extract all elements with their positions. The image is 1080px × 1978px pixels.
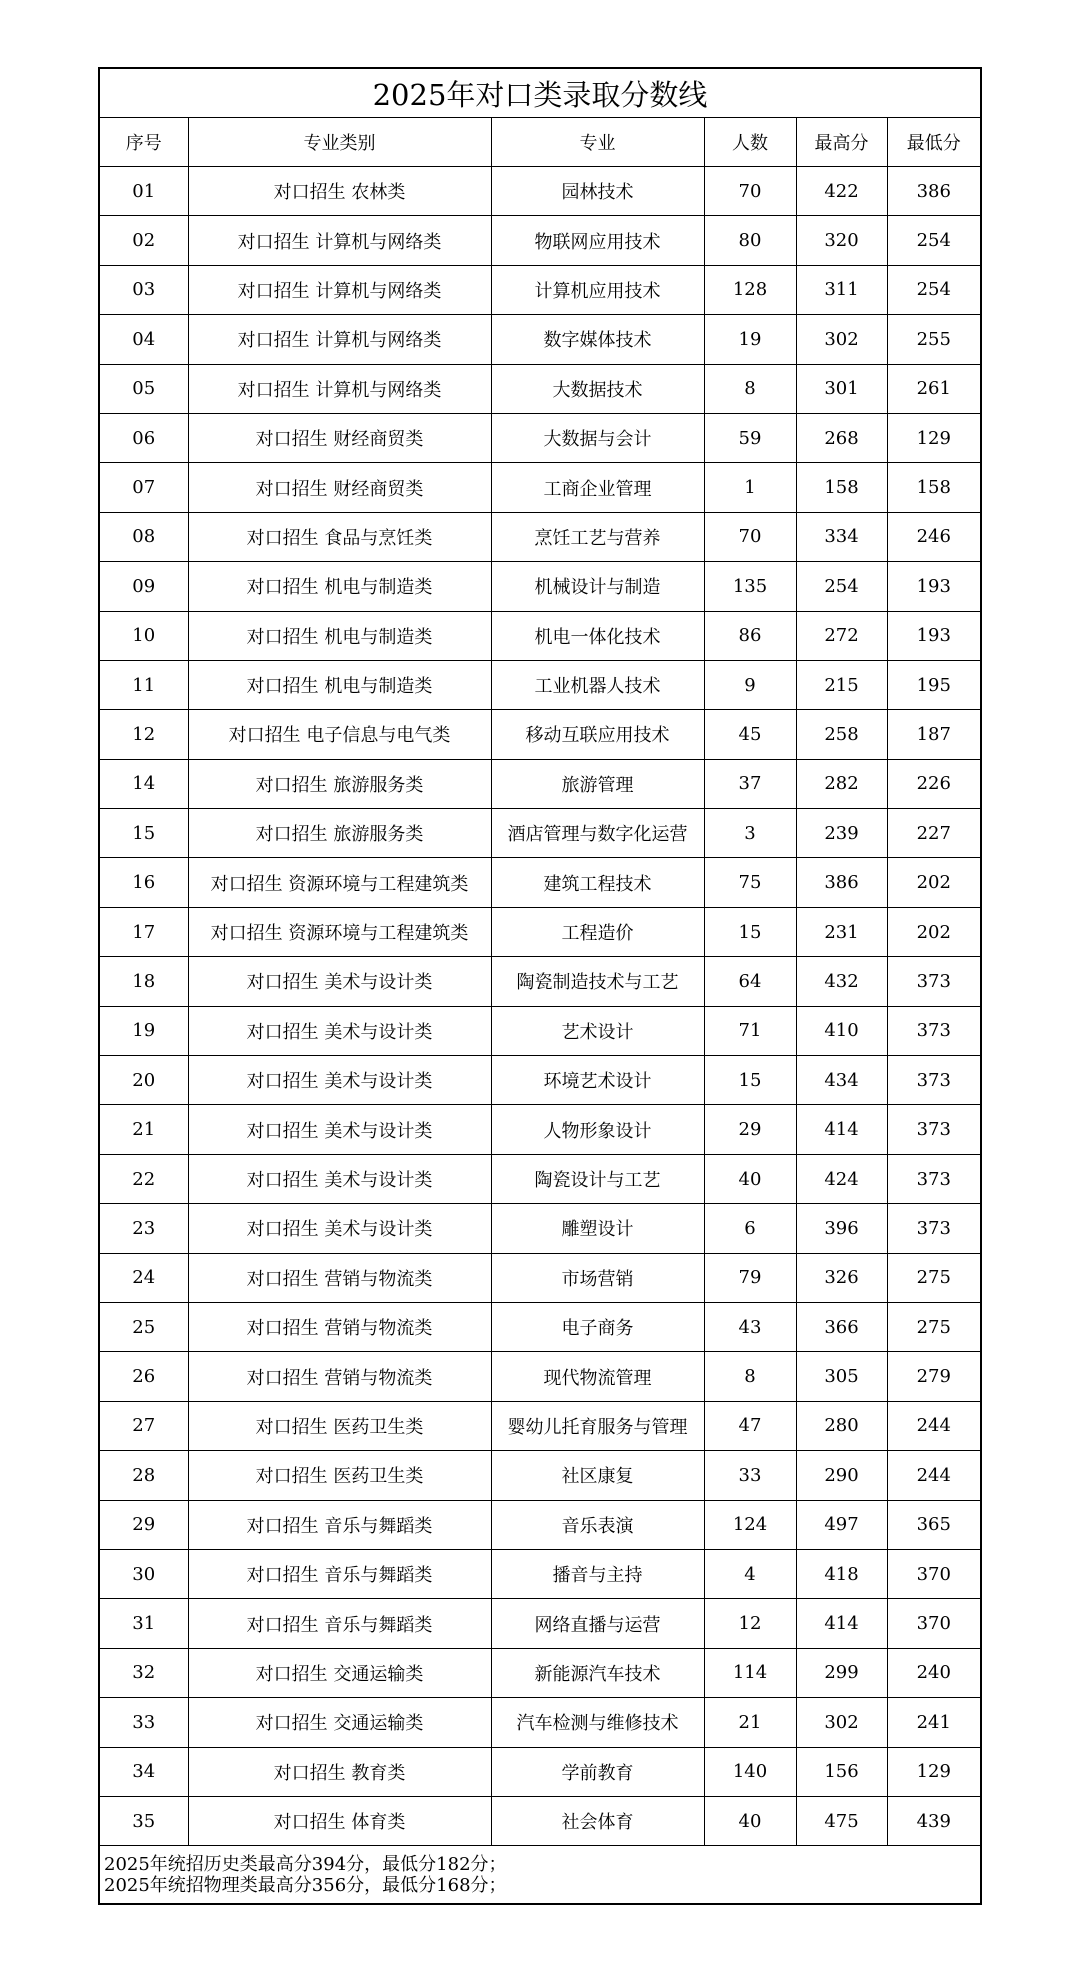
cell-min-score: 193 xyxy=(887,562,980,611)
cell-index: 01 xyxy=(100,167,188,216)
cell-category: 对口招生 机电与制造类 xyxy=(188,562,491,611)
cell-major: 机电一体化技术 xyxy=(491,611,704,660)
cell-count: 128 xyxy=(704,265,796,314)
cell-max-score: 422 xyxy=(796,167,887,216)
cell-max-score: 414 xyxy=(796,1105,887,1154)
cell-category: 对口招生 美术与设计类 xyxy=(188,1006,491,1055)
cell-max-score: 302 xyxy=(796,1698,887,1747)
cell-index: 27 xyxy=(100,1401,188,1450)
cell-min-score: 195 xyxy=(887,660,980,709)
table-row xyxy=(100,1352,980,1401)
cell-category: 对口招生 电子信息与电气类 xyxy=(188,710,491,759)
cell-category: 对口招生 计算机与网络类 xyxy=(188,364,491,413)
cell-count: 140 xyxy=(704,1747,796,1796)
note-history: 2025年统招历史类最高分394分，最低分182分； xyxy=(104,1853,507,1875)
cell-major: 数字媒体技术 xyxy=(491,315,704,364)
cell-index: 28 xyxy=(100,1451,188,1500)
cell-max-score: 497 xyxy=(796,1500,887,1549)
cell-major: 新能源汽车技术 xyxy=(491,1648,704,1697)
cell-count: 33 xyxy=(704,1451,796,1500)
table-row xyxy=(100,463,980,512)
table-row xyxy=(100,1204,980,1253)
cell-min-score: 373 xyxy=(887,1105,980,1154)
cell-category: 对口招生 美术与设计类 xyxy=(188,1204,491,1253)
cell-max-score: 158 xyxy=(796,463,887,512)
cell-max-score: 156 xyxy=(796,1747,887,1796)
cell-major: 酒店管理与数字化运营 xyxy=(491,809,704,858)
cell-count: 8 xyxy=(704,364,796,413)
cell-major: 人物形象设计 xyxy=(491,1105,704,1154)
cell-category: 对口招生 体育类 xyxy=(188,1796,491,1845)
cell-category: 对口招生 音乐与舞蹈类 xyxy=(188,1549,491,1598)
cell-major: 烹饪工艺与营养 xyxy=(491,512,704,561)
cell-index: 22 xyxy=(100,1154,188,1203)
cell-min-score: 227 xyxy=(887,809,980,858)
cell-index: 05 xyxy=(100,364,188,413)
cell-major: 物联网应用技术 xyxy=(491,216,704,265)
table-row xyxy=(100,1747,980,1796)
cell-index: 06 xyxy=(100,413,188,462)
table-row xyxy=(100,364,980,413)
cell-max-score: 386 xyxy=(796,858,887,907)
table-row xyxy=(100,167,980,216)
cell-max-score: 305 xyxy=(796,1352,887,1401)
cell-min-score: 202 xyxy=(887,907,980,956)
cell-index: 25 xyxy=(100,1302,188,1351)
cell-category: 对口招生 教育类 xyxy=(188,1747,491,1796)
cell-index: 31 xyxy=(100,1599,188,1648)
cell-index: 29 xyxy=(100,1500,188,1549)
cell-max-score: 432 xyxy=(796,957,887,1006)
cell-major: 园林技术 xyxy=(491,167,704,216)
cell-max-score: 299 xyxy=(796,1648,887,1697)
cell-index: 33 xyxy=(100,1698,188,1747)
cell-category: 对口招生 农林类 xyxy=(188,167,491,216)
cell-count: 19 xyxy=(704,315,796,364)
table-row xyxy=(100,562,980,611)
table-row xyxy=(100,957,980,1006)
cell-index: 15 xyxy=(100,809,188,858)
table-row xyxy=(100,1105,980,1154)
cell-min-score: 240 xyxy=(887,1648,980,1697)
cell-index: 35 xyxy=(100,1796,188,1845)
column-header-major: 专业 xyxy=(491,118,704,167)
notes-cell xyxy=(100,1846,980,1904)
cell-major: 音乐表演 xyxy=(491,1500,704,1549)
cell-major: 大数据技术 xyxy=(491,364,704,413)
cell-major: 社区康复 xyxy=(491,1451,704,1500)
cell-min-score: 255 xyxy=(887,315,980,364)
cell-count: 47 xyxy=(704,1401,796,1450)
table-row xyxy=(100,1154,980,1203)
cell-index: 26 xyxy=(100,1352,188,1401)
cell-count: 80 xyxy=(704,216,796,265)
cell-min-score: 254 xyxy=(887,265,980,314)
cell-index: 04 xyxy=(100,315,188,364)
cell-max-score: 414 xyxy=(796,1599,887,1648)
table-row xyxy=(100,660,980,709)
cell-category: 对口招生 医药卫生类 xyxy=(188,1451,491,1500)
cell-index: 08 xyxy=(100,512,188,561)
cell-max-score: 396 xyxy=(796,1204,887,1253)
cell-category: 对口招生 食品与烹饪类 xyxy=(188,512,491,561)
cell-max-score: 366 xyxy=(796,1302,887,1351)
cell-min-score: 202 xyxy=(887,858,980,907)
cell-count: 135 xyxy=(704,562,796,611)
header-row xyxy=(100,118,980,167)
cell-count: 15 xyxy=(704,1056,796,1105)
cell-min-score: 370 xyxy=(887,1549,980,1598)
cell-min-score: 386 xyxy=(887,167,980,216)
cell-major: 机械设计与制造 xyxy=(491,562,704,611)
cell-max-score: 258 xyxy=(796,710,887,759)
cell-index: 12 xyxy=(100,710,188,759)
cell-min-score: 373 xyxy=(887,1006,980,1055)
cell-index: 02 xyxy=(100,216,188,265)
cell-category: 对口招生 资源环境与工程建筑类 xyxy=(188,858,491,907)
cell-min-score: 373 xyxy=(887,957,980,1006)
cell-count: 64 xyxy=(704,957,796,1006)
cell-count: 114 xyxy=(704,1648,796,1697)
cell-min-score: 365 xyxy=(887,1500,980,1549)
cell-count: 37 xyxy=(704,759,796,808)
cell-category: 对口招生 美术与设计类 xyxy=(188,1105,491,1154)
cell-index: 17 xyxy=(100,907,188,956)
cell-index: 14 xyxy=(100,759,188,808)
cell-major: 电子商务 xyxy=(491,1302,704,1351)
cell-index: 32 xyxy=(100,1648,188,1697)
cell-major: 计算机应用技术 xyxy=(491,265,704,314)
cell-max-score: 239 xyxy=(796,809,887,858)
cell-count: 15 xyxy=(704,907,796,956)
cell-index: 30 xyxy=(100,1549,188,1598)
cell-count: 43 xyxy=(704,1302,796,1351)
column-header-category: 专业类别 xyxy=(188,118,491,167)
cell-max-score: 326 xyxy=(796,1253,887,1302)
cell-count: 59 xyxy=(704,413,796,462)
cell-major: 网络直播与运营 xyxy=(491,1599,704,1648)
cell-max-score: 424 xyxy=(796,1154,887,1203)
cell-index: 19 xyxy=(100,1006,188,1055)
column-header-max-score: 最高分 xyxy=(796,118,887,167)
cell-max-score: 320 xyxy=(796,216,887,265)
cell-index: 20 xyxy=(100,1056,188,1105)
cell-major: 汽车检测与维修技术 xyxy=(491,1698,704,1747)
table-row xyxy=(100,512,980,561)
table-row xyxy=(100,1302,980,1351)
cell-index: 16 xyxy=(100,858,188,907)
cell-min-score: 244 xyxy=(887,1401,980,1450)
table-row xyxy=(100,907,980,956)
cell-category: 对口招生 营销与物流类 xyxy=(188,1352,491,1401)
score-table xyxy=(100,69,980,1903)
cell-max-score: 215 xyxy=(796,660,887,709)
cell-category: 对口招生 美术与设计类 xyxy=(188,1056,491,1105)
cell-major: 婴幼儿托育服务与管理 xyxy=(491,1401,704,1450)
table-row xyxy=(100,265,980,314)
table-row xyxy=(100,216,980,265)
table-row xyxy=(100,1056,980,1105)
table-row xyxy=(100,1006,980,1055)
table-row xyxy=(100,413,980,462)
cell-count: 40 xyxy=(704,1796,796,1845)
cell-min-score: 158 xyxy=(887,463,980,512)
cell-count: 4 xyxy=(704,1549,796,1598)
cell-category: 对口招生 交通运输类 xyxy=(188,1698,491,1747)
table-row xyxy=(100,1599,980,1648)
table-row xyxy=(100,710,980,759)
cell-min-score: 244 xyxy=(887,1451,980,1500)
cell-major: 陶瓷制造技术与工艺 xyxy=(491,957,704,1006)
cell-category: 对口招生 计算机与网络类 xyxy=(188,315,491,364)
cell-max-score: 302 xyxy=(796,315,887,364)
cell-max-score: 475 xyxy=(796,1796,887,1845)
cell-max-score: 280 xyxy=(796,1401,887,1450)
cell-min-score: 275 xyxy=(887,1253,980,1302)
cell-max-score: 418 xyxy=(796,1549,887,1598)
cell-major: 现代物流管理 xyxy=(491,1352,704,1401)
cell-category: 对口招生 财经商贸类 xyxy=(188,463,491,512)
cell-major: 艺术设计 xyxy=(491,1006,704,1055)
cell-major: 移动互联应用技术 xyxy=(491,710,704,759)
cell-count: 3 xyxy=(704,809,796,858)
cell-major: 建筑工程技术 xyxy=(491,858,704,907)
cell-major: 雕塑设计 xyxy=(491,1204,704,1253)
cell-category: 对口招生 计算机与网络类 xyxy=(188,265,491,314)
cell-count: 40 xyxy=(704,1154,796,1203)
cell-major: 环境艺术设计 xyxy=(491,1056,704,1105)
table-row xyxy=(100,1451,980,1500)
cell-count: 45 xyxy=(704,710,796,759)
cell-max-score: 290 xyxy=(796,1451,887,1500)
cell-category: 对口招生 交通运输类 xyxy=(188,1648,491,1697)
cell-count: 29 xyxy=(704,1105,796,1154)
cell-min-score: 261 xyxy=(887,364,980,413)
cell-min-score: 275 xyxy=(887,1302,980,1351)
cell-index: 07 xyxy=(100,463,188,512)
cell-major: 旅游管理 xyxy=(491,759,704,808)
cell-count: 8 xyxy=(704,1352,796,1401)
cell-count: 12 xyxy=(704,1599,796,1648)
cell-category: 对口招生 营销与物流类 xyxy=(188,1302,491,1351)
table-row xyxy=(100,315,980,364)
cell-min-score: 373 xyxy=(887,1056,980,1105)
cell-category: 对口招生 美术与设计类 xyxy=(188,1154,491,1203)
cell-min-score: 254 xyxy=(887,216,980,265)
cell-major: 工商企业管理 xyxy=(491,463,704,512)
cell-max-score: 272 xyxy=(796,611,887,660)
cell-max-score: 434 xyxy=(796,1056,887,1105)
table-row xyxy=(100,759,980,808)
cell-min-score: 226 xyxy=(887,759,980,808)
column-header-index: 序号 xyxy=(100,118,188,167)
cell-min-score: 279 xyxy=(887,1352,980,1401)
cell-max-score: 282 xyxy=(796,759,887,808)
cell-min-score: 129 xyxy=(887,413,980,462)
cell-category: 对口招生 营销与物流类 xyxy=(188,1253,491,1302)
cell-count: 71 xyxy=(704,1006,796,1055)
cell-index: 09 xyxy=(100,562,188,611)
table-row xyxy=(100,1796,980,1845)
cell-max-score: 301 xyxy=(796,364,887,413)
cell-min-score: 373 xyxy=(887,1204,980,1253)
cell-major: 工程造价 xyxy=(491,907,704,956)
cell-count: 70 xyxy=(704,167,796,216)
admission-score-table xyxy=(98,67,982,1905)
cell-major: 社会体育 xyxy=(491,1796,704,1845)
cell-category: 对口招生 机电与制造类 xyxy=(188,660,491,709)
cell-category: 对口招生 美术与设计类 xyxy=(188,957,491,1006)
cell-category: 对口招生 医药卫生类 xyxy=(188,1401,491,1450)
cell-major: 大数据与会计 xyxy=(491,413,704,462)
table-title: 2025年对口类录取分数线 xyxy=(100,69,980,118)
table-row xyxy=(100,1500,980,1549)
cell-category: 对口招生 旅游服务类 xyxy=(188,809,491,858)
cell-min-score: 241 xyxy=(887,1698,980,1747)
cell-count: 86 xyxy=(704,611,796,660)
table-row xyxy=(100,611,980,660)
cell-major: 学前教育 xyxy=(491,1747,704,1796)
cell-max-score: 410 xyxy=(796,1006,887,1055)
cell-major: 陶瓷设计与工艺 xyxy=(491,1154,704,1203)
column-header-count: 人数 xyxy=(704,118,796,167)
cell-max-score: 231 xyxy=(796,907,887,956)
table-row xyxy=(100,1648,980,1697)
cell-min-score: 187 xyxy=(887,710,980,759)
cell-major: 工业机器人技术 xyxy=(491,660,704,709)
table-row xyxy=(100,1698,980,1747)
cell-min-score: 129 xyxy=(887,1747,980,1796)
cell-count: 124 xyxy=(704,1500,796,1549)
cell-min-score: 370 xyxy=(887,1599,980,1648)
cell-count: 21 xyxy=(704,1698,796,1747)
cell-min-score: 193 xyxy=(887,611,980,660)
cell-max-score: 311 xyxy=(796,265,887,314)
table-row xyxy=(100,858,980,907)
cell-index: 18 xyxy=(100,957,188,1006)
cell-min-score: 246 xyxy=(887,512,980,561)
table-row xyxy=(100,809,980,858)
cell-index: 23 xyxy=(100,1204,188,1253)
cell-count: 6 xyxy=(704,1204,796,1253)
cell-category: 对口招生 财经商贸类 xyxy=(188,413,491,462)
cell-index: 03 xyxy=(100,265,188,314)
table-body xyxy=(100,167,980,1846)
cell-min-score: 439 xyxy=(887,1796,980,1845)
cell-max-score: 254 xyxy=(796,562,887,611)
notes-row xyxy=(100,1846,980,1904)
cell-index: 34 xyxy=(100,1747,188,1796)
cell-index: 10 xyxy=(100,611,188,660)
cell-index: 11 xyxy=(100,660,188,709)
cell-min-score: 373 xyxy=(887,1154,980,1203)
cell-category: 对口招生 音乐与舞蹈类 xyxy=(188,1500,491,1549)
table-row xyxy=(100,1549,980,1598)
cell-major: 播音与主持 xyxy=(491,1549,704,1598)
cell-count: 75 xyxy=(704,858,796,907)
cell-max-score: 268 xyxy=(796,413,887,462)
cell-count: 70 xyxy=(704,512,796,561)
column-header-min-score: 最低分 xyxy=(887,118,980,167)
cell-category: 对口招生 音乐与舞蹈类 xyxy=(188,1599,491,1648)
cell-category: 对口招生 机电与制造类 xyxy=(188,611,491,660)
table-row xyxy=(100,1401,980,1450)
cell-index: 21 xyxy=(100,1105,188,1154)
table-row xyxy=(100,1253,980,1302)
cell-category: 对口招生 资源环境与工程建筑类 xyxy=(188,907,491,956)
note-physics: 2025年统招物理类最高分356分，最低分168分； xyxy=(104,1874,507,1896)
cell-category: 对口招生 计算机与网络类 xyxy=(188,216,491,265)
cell-count: 1 xyxy=(704,463,796,512)
cell-count: 9 xyxy=(704,660,796,709)
cell-max-score: 334 xyxy=(796,512,887,561)
cell-major: 市场营销 xyxy=(491,1253,704,1302)
cell-category: 对口招生 旅游服务类 xyxy=(188,759,491,808)
cell-count: 79 xyxy=(704,1253,796,1302)
cell-index: 24 xyxy=(100,1253,188,1302)
